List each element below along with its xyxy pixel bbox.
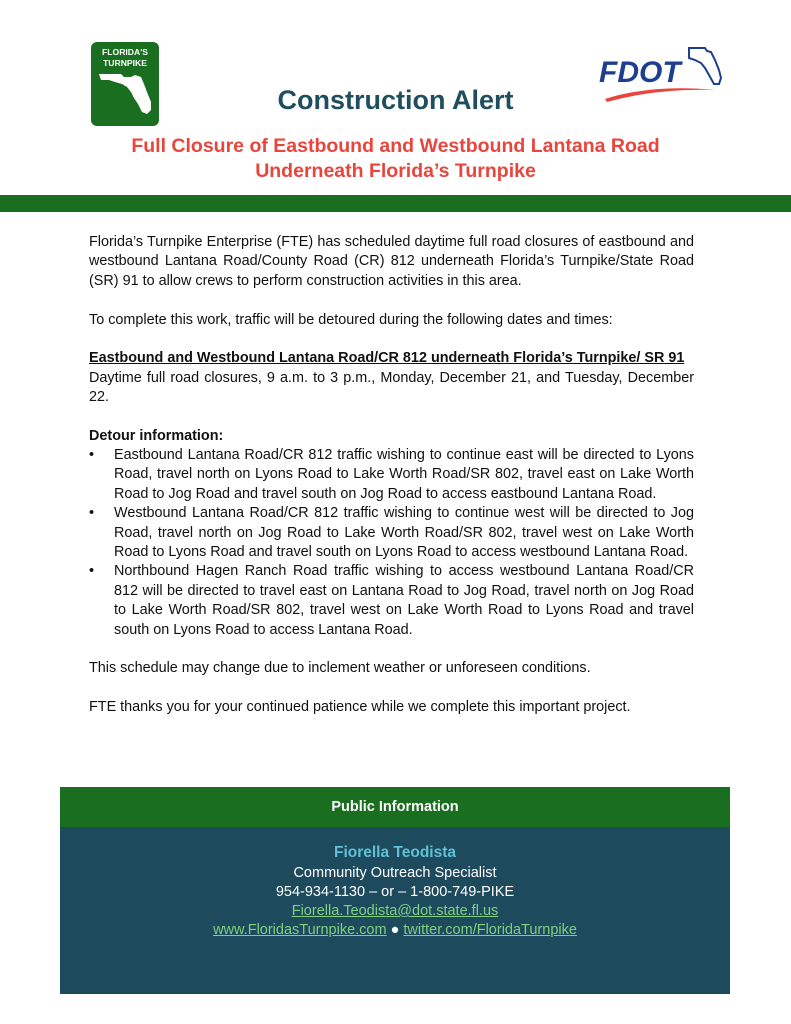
closure-section-heading: Eastbound and Westbound Lantana Road/CR 812 underneath Florida’s Turnpike/ SR 91 [89,350,685,367]
intro-paragraph: Florida’s Turnpike Enterprise (FTE) has scheduled daytime full road closures of eastbound and westbound Lantana Road/County Road (CR) 812 underneath Florida’s Turnpike/State Road (SR) 91 to allow crews to perform construction activities in this area. [89,234,694,289]
detour-item-northbound: • Northbound Hagen Ranch Road traffic wishing to access westbound Lantana Road/CR 812 will be directed to travel east on Lantana Road to Jog Road, travel north on Jog Road to Lake Worth Road/SR 802, travel west on Lake Worth Road to Lyons Road and travel south on Lyons Road to access Lantana Road. [89,562,694,640]
contact-name: Fiorella Teodista [333,844,457,861]
svg-text:FDOT: FDOT [599,56,681,89]
green-divider-bar [0,195,791,212]
thanks-note: FTE thanks you for your continued patience while we complete this important project. [89,699,631,716]
link-separator: ● [390,922,400,938]
subtitle-line-1: Full Closure of Eastbound and Westbound Lantana Road [131,135,660,157]
detour-list [89,446,694,640]
twitter-link[interactable]: twitter.com/FloridaTurnpike [403,922,577,938]
contact-email-link[interactable]: Fiorella.Teodista@dot.state.fl.us [291,903,499,919]
detour-heading: Detour information: [89,427,224,444]
contact-phone: 954-934-1130 – or – 1-800-749-PIKE [275,884,515,900]
svg-text:FLORIDA'S: FLORIDA'S [102,47,148,57]
detour-item-westbound: • Westbound Lantana Road/CR 812 traffic wishing to continue west will be directed to Jog Road, travel north on Jog Road to Lake Worth Road/SR 802, travel west on Lake Worth Road to Lyons Road and travel south on Lyons Road to access westbound Lantana Road. [89,504,694,562]
contact-role: Community Outreach Specialist [293,865,497,881]
subtitle-line-2: Underneath Florida’s Turnpike [255,160,536,182]
page-title: Construction Alert [277,85,514,115]
alert-subtitle [0,134,791,184]
schedule-note: This schedule may change due to inclement weather or unforeseen conditions. [89,660,591,677]
alert-body [89,233,694,718]
svg-text:TURNPIKE: TURNPIKE [103,58,147,68]
closure-times: Daytime full road closures, 9 a.m. to 3 p.m., Monday, December 21, and Tuesday, December 22. [89,369,694,406]
public-info-panel [60,827,730,994]
public-info-header: Public Information [60,787,730,827]
detour-intro-paragraph: To complete this work, traffic will be detoured during the following dates and times: [89,311,613,328]
website-link[interactable]: www.FloridasTurnpike.com [213,922,387,938]
detour-item-eastbound: • Eastbound Lantana Road/CR 812 traffic wishing to continue east will be directed to Lyons Road, travel north on Lyons Road to Lake Worth Road/SR 802, travel east on Lake Worth Road to Jog Road and travel south on Jog Road to access eastbound Lantana Road. [89,446,694,504]
